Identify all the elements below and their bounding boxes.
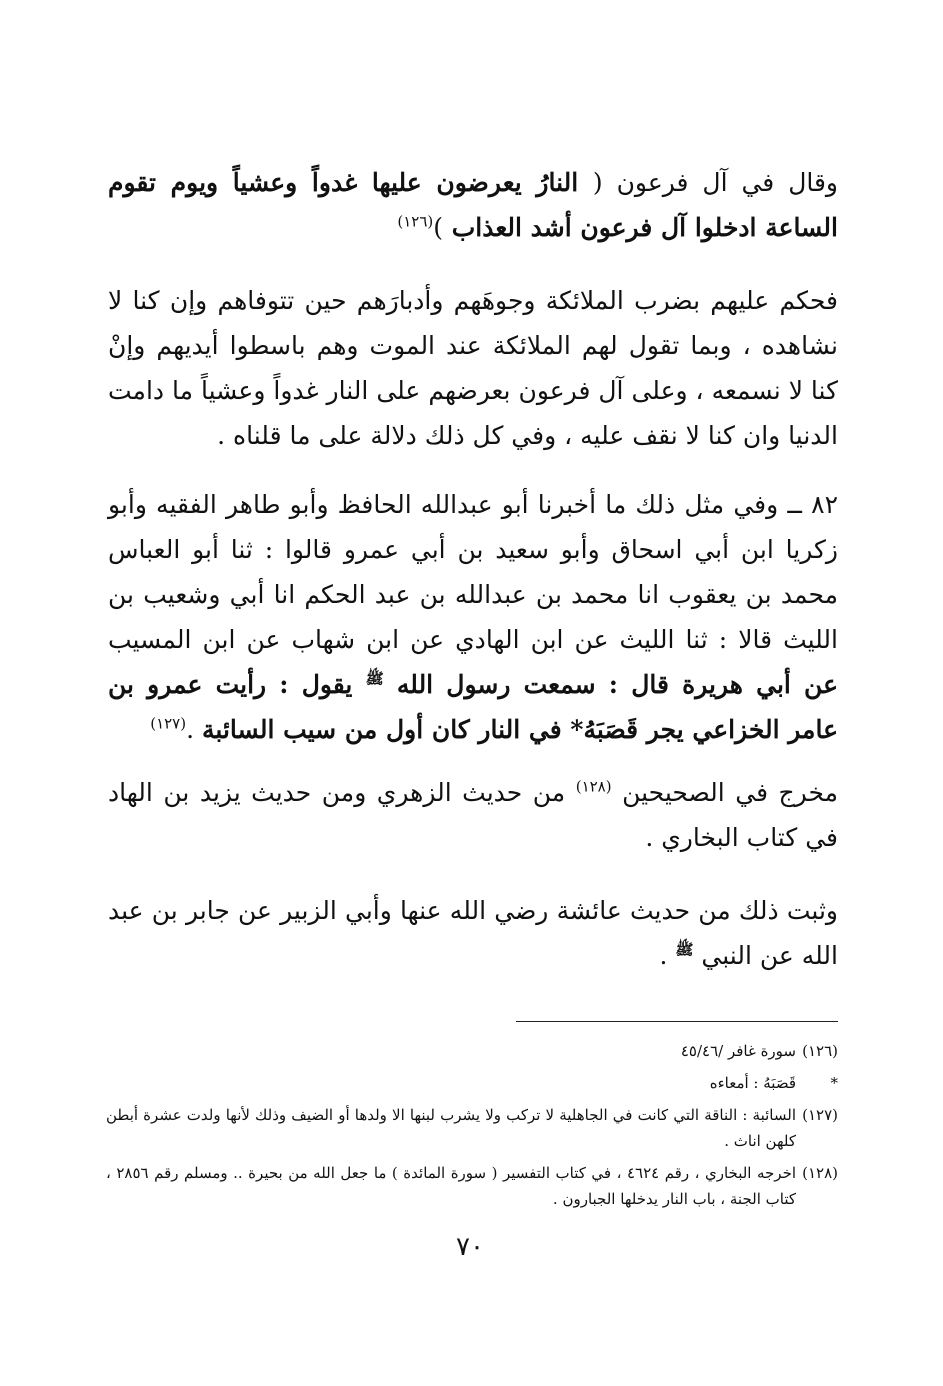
footnote-ref-127: (١٢٧): [150, 714, 187, 733]
footnotes-list: [106, 1038, 838, 1218]
salla-glyph: ﷺ: [365, 669, 384, 688]
paragraph-hadith-82: [108, 482, 838, 752]
salla-glyph: ﷺ: [675, 940, 694, 959]
p3-isnad: ٨٢ ــ وفي مثل ذلك ما أخبرنا أبو عبدالله الحافظ وأبو طاهر الفقيه وأبو زكريا ابن أبي اسحاق وأبو سعيد بن أبي عمرو قالوا : ثنا أبو العباس محمد بن يعقوب انا محمد بن عبدالله بن عبد الحكم انا أبي وشعيب بن الليث قالا : ثنا الليث عن ابن الهادي عن ابن شهاب عن ابن المسيب: [108, 490, 838, 654]
p1-intro: وقال في آل فرعون (: [592, 168, 838, 197]
footnote-item: [106, 1038, 838, 1064]
footnote-text: قَصَبَهُ : أمعاءه: [709, 1074, 796, 1092]
footnote-mark: (١٢٦): [802, 1042, 838, 1060]
footnote-text: سورة غافر /٤٥/٤٦: [680, 1042, 796, 1060]
paragraph-quran-quote: [108, 160, 838, 250]
footnote-divider: [516, 1021, 838, 1022]
p4-text2: من حديث الزهري ومن حديث يزيد بن الهاد في كتاب البخاري .: [108, 778, 838, 852]
p5-text2: .: [659, 941, 676, 970]
footnote-item: [106, 1160, 838, 1212]
footnote-ref-128: (١٢٨): [575, 777, 612, 796]
p5-text1: وثبت ذلك من حديث عائشة رضي الله عنها وأبي الزبير عن جابر بن عبد الله عن النبي: [108, 896, 838, 970]
paragraph-takhrij: [108, 770, 838, 860]
paragraph-aisha: [108, 888, 838, 978]
p3-hadith-matn: يقول : رأيت عمرو بن عامر الخزاعي يجر قَصَبَهُ* في النار كان أول من سيب السائبة: [108, 670, 838, 744]
footnote-mark: (١٢٧): [802, 1106, 838, 1124]
page-number: ٧٠: [456, 1232, 484, 1262]
footnote-mark: (١٢٨): [802, 1164, 838, 1182]
quran-verse: النارُ يعرضون عليها غدواً وعشياً ويوم تقوم الساعة ادخلوا آل فرعون أشد العذاب: [108, 168, 838, 242]
p3-end: .: [186, 715, 202, 744]
footnote-text: السائبة : الناقة التي كانت في الجاهلية لا تركب ولا يشرب لبنها الا ولدها أو الضيف وذلك لأنها ولدت عشرة أبطن كلهن اناث .: [106, 1106, 796, 1150]
footnote-mark: *: [830, 1074, 838, 1092]
p3-hadith-start: عن أبي هريرة قال : سمعت رسول الله: [383, 670, 838, 699]
p1-close: ): [433, 213, 444, 242]
p4-text1: مخرج في الصحيحين: [611, 778, 838, 807]
footnote-item: [106, 1102, 838, 1154]
footnote-ref-126: (١٢٦): [397, 212, 434, 231]
footnote-item: [106, 1070, 838, 1096]
paragraph-commentary: [108, 278, 838, 458]
p2-text: فحكم عليهم بضرب الملائكة وجوهَهم وأدبارَهم حين تتوفاهم وإن كنا لا نشاهده ، وبما تقول لهم الملائكة عند الموت وهم باسطوا أيديهم وإنْ كنا لا نسمعه ، وعلى آل فرعون بعرضهم على النار غدواً وعشياً ما دامت الدنيا وان كنا لا نقف عليه ، وفي كل ذلك دلالة على ما قلناه .: [108, 286, 838, 450]
footnote-text: اخرجه البخاري ، رقم ٤٦٢٤ ، في كتاب التفسير ( سورة المائدة ) ما جعل الله من بحيرة .. ومسلم رقم ٢٨٥٦ ، كتاب الجنة ، باب النار يدخلها الجبارون .: [106, 1164, 797, 1208]
